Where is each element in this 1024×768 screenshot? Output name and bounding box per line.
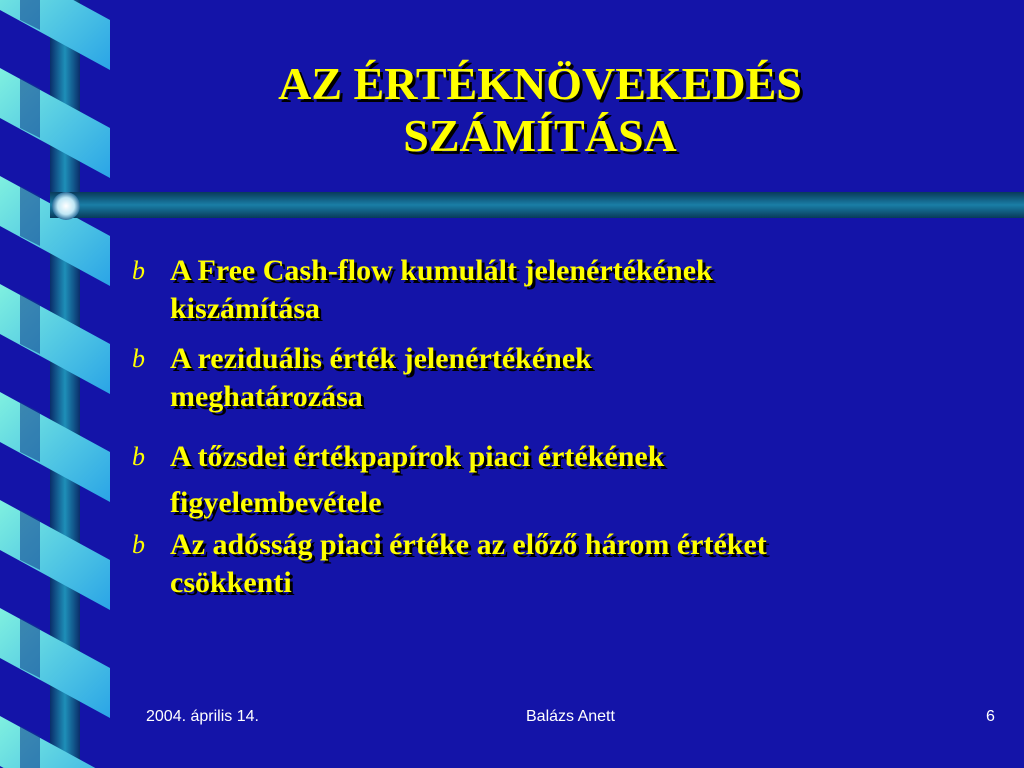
- bullet-text-line: Az adósság piaci értéke az előző három értéket: [170, 528, 767, 561]
- ribbon-shadow: [20, 726, 40, 768]
- bullet-icon: b: [132, 256, 145, 285]
- bullet-text-line: kiszámítása: [170, 292, 320, 325]
- slide-title: [130, 58, 950, 162]
- decorative-ribbon: [0, 0, 120, 768]
- bullet-item: [132, 434, 992, 526]
- ribbon-shadow: [20, 78, 40, 138]
- footer-date: 2004. április 14.: [146, 708, 259, 725]
- bullet-item: [132, 252, 992, 328]
- bullet-list: [132, 252, 992, 602]
- ribbon-shadow: [20, 186, 40, 246]
- bullet-item: [132, 526, 992, 602]
- bullet-text-line: A tőzsdei értékpapírok piaci értékének: [170, 440, 665, 473]
- bullet-icon: b: [132, 442, 145, 471]
- ribbon-shadow: [20, 294, 40, 354]
- bullet-text-line: figyelembevétele: [170, 486, 382, 519]
- footer-page-number: 6: [986, 708, 995, 725]
- footer-author: Balázs Anett: [526, 708, 615, 725]
- bullet-icon: b: [132, 344, 145, 373]
- title-line-1: AZ ÉRTÉKNÖVEKEDÉS: [278, 58, 802, 109]
- bullet-item: [132, 340, 992, 416]
- ribbon-shadow: [20, 510, 40, 570]
- ribbon-shadow: [20, 618, 40, 678]
- bullet-text-line: meghatározása: [170, 380, 363, 413]
- bullet-text-line: A Free Cash-flow kumulált jelenértékének: [170, 254, 713, 287]
- title-line-2: SZÁMÍTÁSA: [403, 110, 677, 161]
- ribbon-shadow: [20, 402, 40, 462]
- horizontal-bar: [40, 186, 1024, 226]
- bullet-icon: b: [132, 530, 145, 559]
- bullet-text-line: csökkenti: [170, 566, 292, 599]
- bullet-text-line: A reziduális érték jelenértékének: [170, 342, 592, 375]
